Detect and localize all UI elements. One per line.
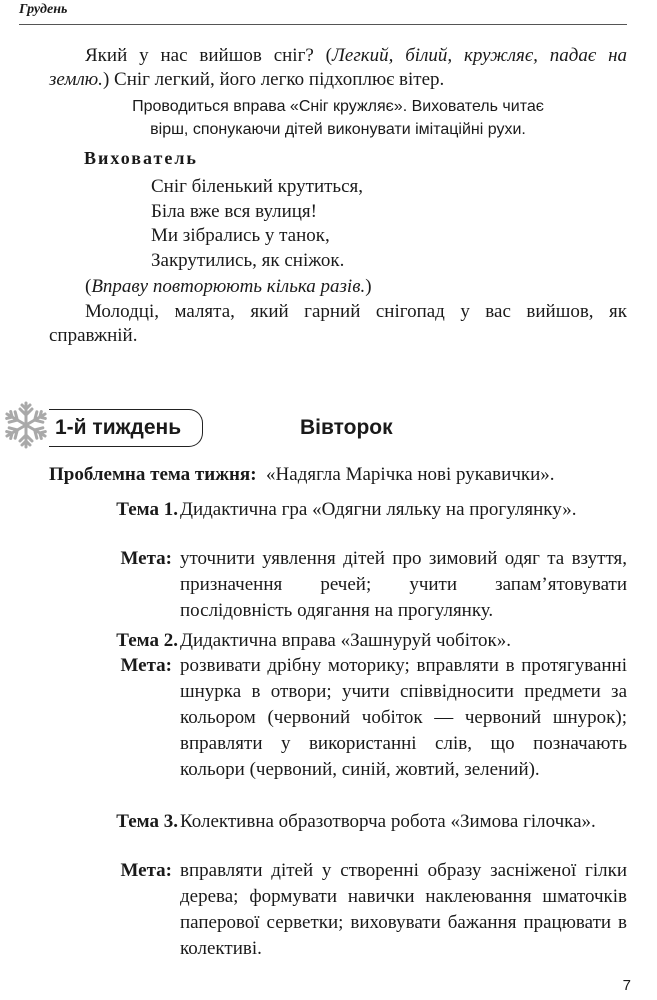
snowflake-icon [0, 399, 52, 451]
topic-2-text: Дидактична вправа «Зашнуруй чобіток». [180, 630, 512, 651]
page-number: 7 [622, 977, 631, 994]
problem-theme [49, 463, 629, 487]
week-label: 1-й тиждень [55, 416, 182, 439]
topic-1-label: Тема 1. [116, 499, 178, 520]
running-header [19, 0, 627, 25]
header-month-title: Грудень [19, 2, 68, 17]
verse-line-3: Ми зібрались у танок, [151, 225, 330, 246]
problem-value: «Надягла Марічка нові рукавички». [266, 464, 555, 485]
topic-1-goal: уточнити уявлення дітей про зимовий одяг та взуття, призначення речей; учити запам’ятовувати послідовність одягання на прогулянку. [180, 548, 627, 621]
day-label: Вівторок [300, 416, 393, 439]
intro-answer: Легкий, білий, кружляє, падає на землю. [49, 45, 627, 90]
instruction-line-1: Проводиться вправа «Сніг кружляє». Вихователь читає [132, 98, 544, 115]
intro-rest: ) Сніг легкий, його легко підхоплює вітер. [102, 69, 445, 90]
topic-3-goal-label: Мета: [120, 860, 172, 881]
topic-2-goal-label: Мета: [120, 655, 172, 676]
topic-2-label: Тема 2. [116, 630, 178, 651]
topic-2-goal: розвивати дрібну моторику; вправляти в протягуванні шнурка в отвори; учити співвідносити предмети за кольором (червоний чобіток — червоний шнурок); вправляти у використанні слів, що позначають кольори (червоний, синій, жовтий, зелений). [180, 655, 627, 780]
verse-line-1: Сніг біленький крутиться, [151, 176, 364, 197]
verse-line-2: Біла вже вся вулиця! [151, 201, 317, 222]
intro-question: Який у нас вийшов сніг? ( [85, 45, 333, 66]
topic-1-goal-label: Мета: [120, 548, 172, 569]
repeat-note-text: Вправу повторюють кілька разів. [91, 276, 366, 297]
intro-paragraph [49, 44, 627, 92]
topic-1-text: Дидактична гра «Одягни ляльку на прогулянку». [180, 499, 577, 520]
praise-paragraph: Молодці, малята, який гарний снігопад у вас вийшов, як справжній. [49, 301, 627, 346]
topic-3-label: Тема 3. [116, 811, 178, 832]
repeat-note: (Вправу повторюють кілька разів.) [85, 276, 372, 297]
problem-label: Проблемна тема тижня: [49, 464, 257, 485]
verse-line-4: Закрутились, як сніжок. [151, 250, 345, 271]
topic-3-goal: вправляти дітей у створенні образу засніженої гілки дерева; формувати навички наклеювання шматочків паперової серветки; виховувати бажання працювати в колективі. [180, 860, 627, 959]
instruction-line-2: вірш, спонукаючи дітей виконувати імітаційні рухи. [150, 121, 526, 138]
topic-3-text: Колективна образотворча робота «Зимова гілочка». [180, 811, 596, 832]
speaker-label: Вихователь [84, 148, 198, 168]
